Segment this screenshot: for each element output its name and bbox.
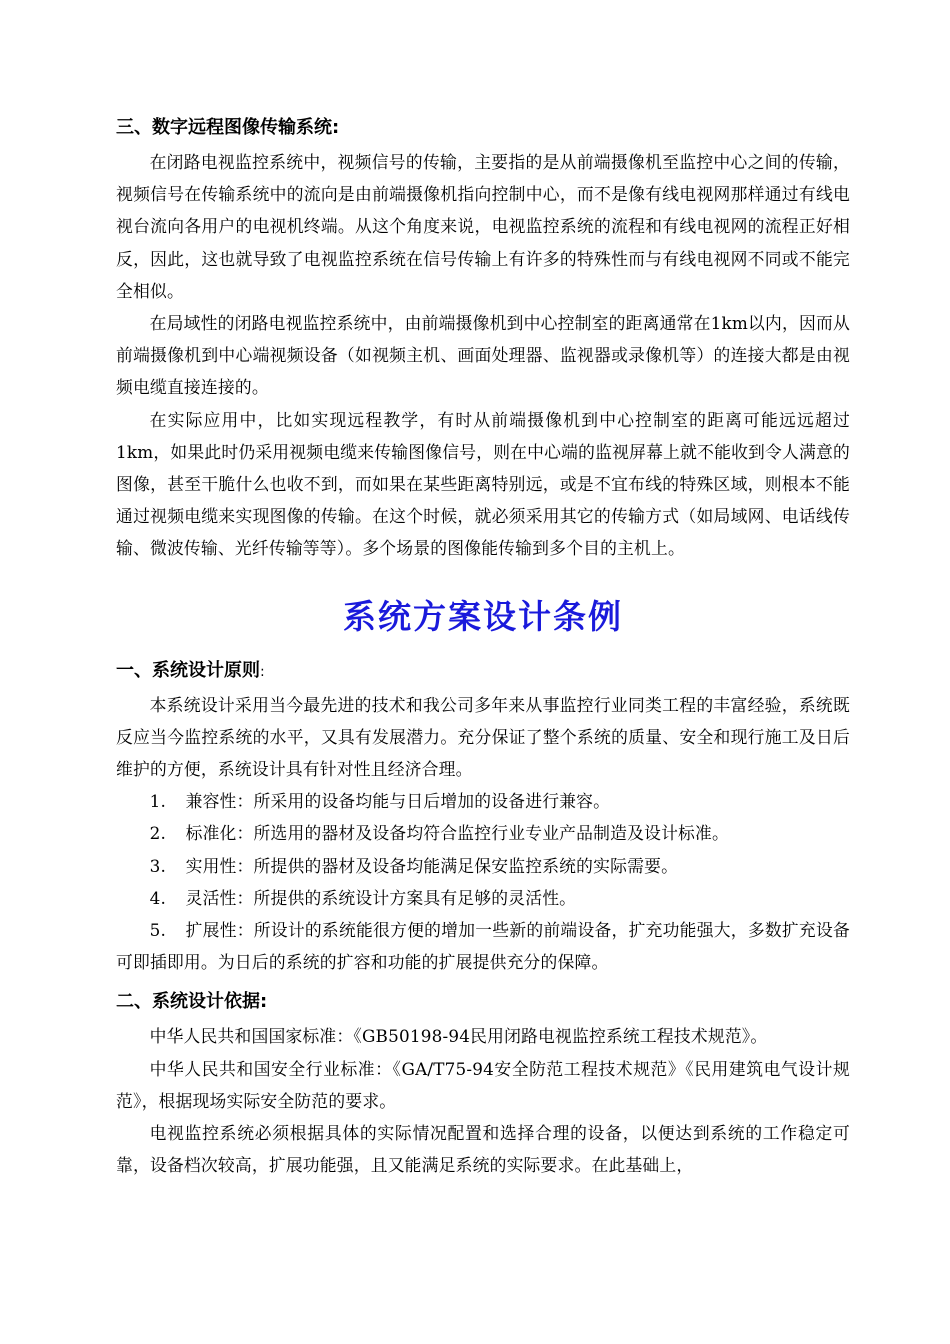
section3-paragraph-1: 在闭路电视监控系统中，视频信号的传输，主要指的是从前端摄像机至监控中心之间的传输，视频信号在传输系统中的流向是由前端摄像机指向控制中心，而不是像有线电视网那样通过有线电视台流向各用户的电视机终端。从这个角度来说，电视监控系统的流程和有线电视网的流程正好相反，因此，这也就导致了电视监控系统在信号传输上有许多的特殊性而与有线电视网不同或不能完全相似。: [116, 152, 850, 301]
principle-item-number: 4.: [149, 887, 167, 908]
principle-item-5: [116, 914, 850, 978]
section3-paragraph-3: 在实际应用中，比如实现远程教学，有时从前端摄像机到中心控制室的距离可能远远超过1km，如果此时仍采用视频电缆来传输图像信号，则在中心端的监视屏幕上就不能收到令人满意的图像，甚至干脆什么也收不到，而如果在某些距离特别远，或是不宜布线的特殊区域，则根本不能通过视频电缆来实现图像的传输。在这个时候，就必须采用其它的传输方式（如局域网、电话线传输、微波传输、光纤传输等等）。多个场景的图像能传输到多个目的主机上。: [116, 409, 850, 559]
principle-item-2: [116, 817, 850, 849]
principle-item-text: 标准化：所选用的器材及设备均符合监控行业专业产品制造及设计标准。: [185, 823, 729, 844]
spacer: [116, 565, 850, 587]
section3-heading: 三、数字远程图像传输系统:: [116, 117, 340, 138]
principle-item-4: [116, 882, 850, 914]
principle-item-text: 扩展性：所设计的系统能很方便的增加一些新的前端设备，扩充功能强大，多数扩充设备可即插即用。为日后的系统的扩容和功能的扩展提供充分的保障。: [116, 920, 850, 973]
principle-item-text: 兼容性：所采用的设备均能与日后增加的设备进行兼容。: [185, 791, 611, 812]
section2-heading: 二、系统设计依据:: [116, 991, 268, 1013]
section2-paragraph-3: 电视监控系统必须根据具体的实际情况配置和选择合理的设备，以便达到系统的工作稳定可靠，设备档次较高，扩展功能强，且又能满足系统的实际要求。在此基础上，: [116, 1123, 850, 1176]
principle-item-text: 实用性：所提供的器材及设备均能满足保安监控系统的实际需要。: [185, 855, 679, 876]
principle-item-number: 1.: [149, 791, 167, 812]
main-title: 系统方案设计条例: [343, 596, 623, 636]
principle-item-3: [116, 850, 850, 882]
section2-paragraph-1: 中华人民共和国国家标准：《GB50198-94民用闭路电视监控系统工程技术规范》。: [149, 1026, 768, 1047]
principle-item-text: 灵活性：所提供的系统设计方案具有足够的灵活性。: [185, 887, 577, 908]
section3-paragraph-2: 在局域性的闭路电视监控系统中，由前端摄像机到中心控制室的距离通常在1km以内，因而从前端摄像机到中心端视频设备（如视频主机、画面处理器、监视器或录像机等）的连接大都是由视频电缆直接连接的。: [116, 313, 850, 398]
section1-heading-colon: :: [260, 663, 265, 680]
section1-intro: 本系统设计采用当今最先进的技术和我公司多年来从事监控行业同类工程的丰富经验，系统既反应当今监控系统的水平，又具有发展潜力。充分保证了整个系统的质量、安全和现行施工及日后维护的方便，系统设计具有针对性且经济合理。: [116, 694, 850, 780]
section1-heading-text: 一、系统设计原则: [116, 659, 260, 681]
principle-item-number: 2.: [149, 823, 167, 844]
section2-paragraph-2: 中华人民共和国安全行业标准：《GA/T75-94安全防范工程技术规范》《民用建筑电气设计规范》，根据现场实际安全防范的要求。: [116, 1058, 850, 1111]
principle-item-1: [116, 785, 850, 817]
document-page: [116, 110, 850, 1181]
principle-item-number: 5.: [149, 920, 167, 941]
principle-item-number: 3.: [149, 855, 167, 876]
section1-heading: [116, 653, 850, 689]
